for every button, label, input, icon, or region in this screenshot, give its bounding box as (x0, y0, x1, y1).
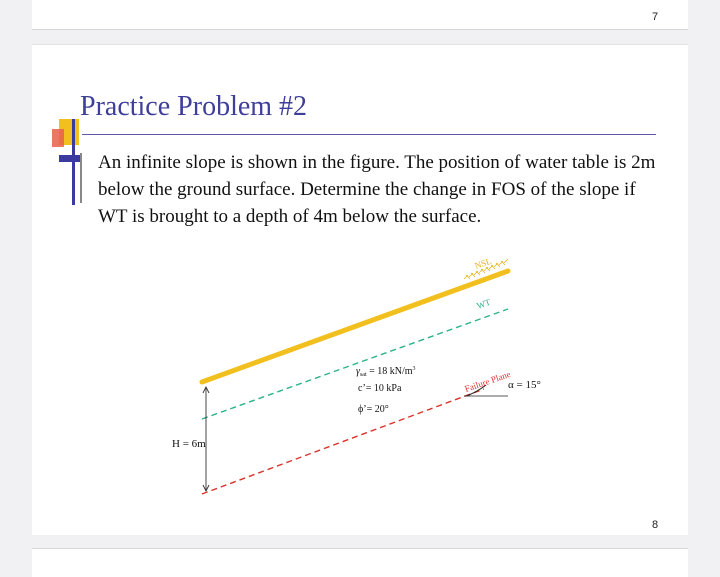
next-page (32, 548, 688, 577)
slide-page (32, 44, 688, 535)
page-number-bottom: 8 (652, 519, 659, 531)
wt-label: WT (475, 296, 492, 311)
friction-angle-label: ϕ’= 20° (358, 404, 389, 415)
failure-plane-label: Failure Plane (463, 368, 512, 394)
slide-title: Practice Problem #2 (80, 91, 308, 122)
nsl-label: NSL (473, 255, 493, 271)
alpha-label: α = 15° (508, 379, 541, 391)
failure-plane-line (202, 389, 484, 494)
previous-page (32, 0, 688, 30)
ground-surface-line (202, 271, 508, 382)
height-label: H = 6m (172, 438, 206, 450)
infinite-slope-diagram (32, 45, 688, 535)
unit-weight-label: $\gamma_{sat} = 18$ $kN/m^3$ (356, 366, 416, 378)
page-number-top: 7 (652, 11, 659, 23)
cohesion-label: c’= 10 kPa (358, 383, 402, 394)
problem-statement: An infinite slope is shown in the figure. The position of water table is 2m below the ground surface. Determine the change in FOS of the slope if WT is brought to a depth of 4m below the surface. (98, 152, 656, 227)
